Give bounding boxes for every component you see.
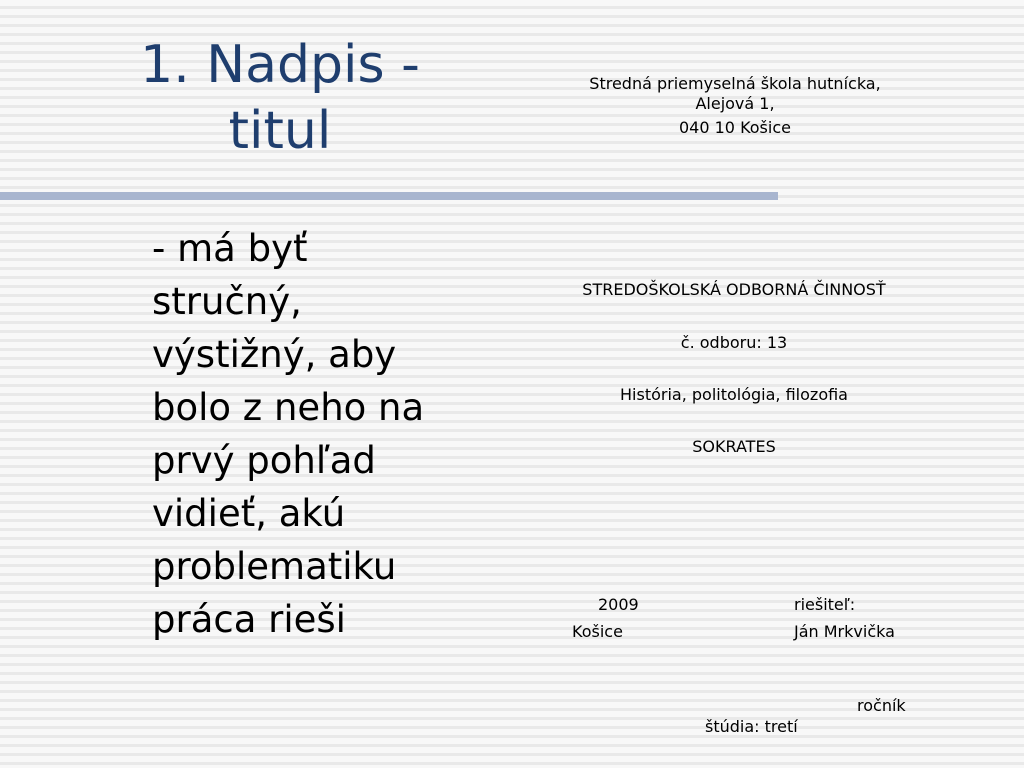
solver-name: Ján Mrkvička — [794, 622, 895, 641]
slide-title-line-1: 1. Nadpis - — [140, 35, 420, 95]
body-line: problematiku — [152, 545, 397, 588]
body-line: stručný, — [152, 280, 302, 323]
field-name: História, politológia, filozofia — [620, 385, 848, 404]
year-of-study-value: štúdia: tretí — [705, 717, 798, 736]
slide-body-text — [152, 222, 502, 646]
activity-heading: STREDOŠKOLSKÁ ODBORNÁ ČINNOSŤ — [582, 280, 886, 299]
slide-title-line-2: titul — [228, 101, 332, 161]
work-title: SOKRATES — [692, 437, 776, 456]
school-street: Alejová 1, — [695, 94, 775, 113]
school-name: Stredná priemyselná škola hutnícka, — [589, 74, 881, 93]
body-line: výstižný, aby — [152, 333, 397, 376]
body-line: prvý pohľad — [152, 439, 376, 482]
city-label: Košice — [572, 622, 623, 641]
school-city: 040 10 Košice — [679, 118, 791, 137]
field-number: č. odboru: 13 — [680, 333, 788, 352]
year-label: 2009 — [598, 595, 639, 614]
body-line: vidieť, akú — [152, 492, 346, 535]
body-line: práca rieši — [152, 598, 346, 641]
body-line: bolo z neho na — [152, 386, 425, 429]
solver-label: riešiteľ: — [794, 595, 856, 614]
year-of-study-label: ročník — [857, 696, 906, 715]
slide-title — [95, 32, 465, 164]
school-address — [540, 74, 930, 138]
body-line: - má byť — [152, 227, 308, 270]
title-divider — [0, 192, 778, 200]
